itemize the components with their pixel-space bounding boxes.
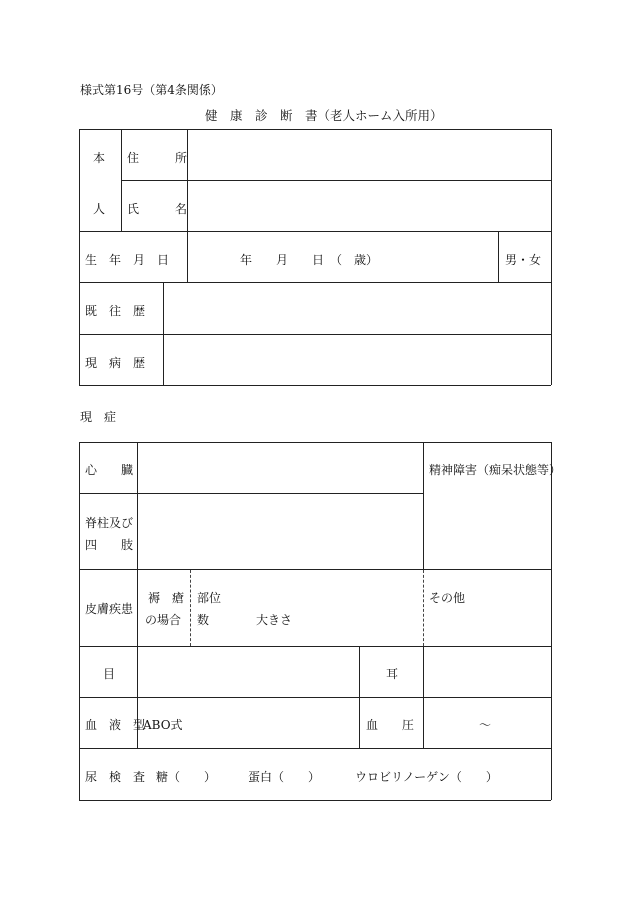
urine-protein-field[interactable]: 蛋白（ ） [248, 770, 321, 784]
urine-urobilinogen-field[interactable]: ウロビリノーゲン（ ） [355, 770, 498, 784]
blood-type-field[interactable]: ABO式 [143, 718, 183, 732]
current-symptoms-heading: 現 症 [80, 410, 117, 424]
heart-label: 心 臓 [85, 463, 134, 477]
blood-type-label: 血 液 型 [85, 718, 146, 732]
ear-label: 耳 [386, 667, 399, 681]
bedsore-label-line1: 褥 瘡 [148, 591, 185, 605]
spine-label-line2: 四 肢 [85, 538, 134, 552]
name-field[interactable] [188, 181, 550, 231]
birthdate-field[interactable]: 年 月 日 （ 歳） [240, 253, 379, 267]
address-label: 住 所 [127, 151, 188, 165]
eye-field[interactable] [138, 647, 358, 697]
name-label: 氏 名 [127, 202, 188, 216]
skin-disease-label: 皮膚疾患 [85, 602, 134, 616]
blood-pressure-separator: 〜 [479, 718, 492, 732]
sex-field[interactable]: 男・女 [505, 253, 542, 267]
form-number: 様式第16号（第4条関係） [80, 83, 223, 97]
address-field[interactable] [188, 130, 550, 180]
other-skin-label: その他 [429, 591, 466, 605]
urine-test-label: 尿 検 査 [85, 770, 146, 784]
bedsore-count-label: 数 [197, 613, 210, 627]
document-title: 健 康 診 断 書（老人ホーム入所用） [205, 108, 443, 123]
ear-field[interactable] [424, 647, 550, 697]
past-history-field[interactable] [164, 283, 550, 333]
bedsore-site-label: 部位 [197, 591, 222, 605]
present-history-field[interactable] [164, 335, 550, 384]
principal-label-2: 人 [93, 202, 106, 216]
blood-pressure-label: 血 圧 [366, 718, 415, 732]
eye-label: 目 [103, 667, 116, 681]
bedsore-size-label: 大きさ [256, 613, 293, 627]
spine-limbs-field[interactable] [138, 494, 422, 569]
principal-label-1: 本 [93, 151, 106, 165]
past-history-label: 既 往 歴 [85, 304, 146, 318]
heart-field[interactable] [138, 443, 422, 493]
urine-sugar-field[interactable]: 糖（ ） [156, 770, 217, 784]
spine-label-line1: 脊柱及び [85, 516, 134, 530]
present-history-label: 現 病 歴 [85, 356, 146, 370]
bedsore-label-line2: の場合 [145, 613, 182, 627]
mental-disorder-label: 精神障害（痴呆状態等） [429, 463, 562, 477]
birthdate-label: 生 年 月 日 [85, 253, 170, 267]
